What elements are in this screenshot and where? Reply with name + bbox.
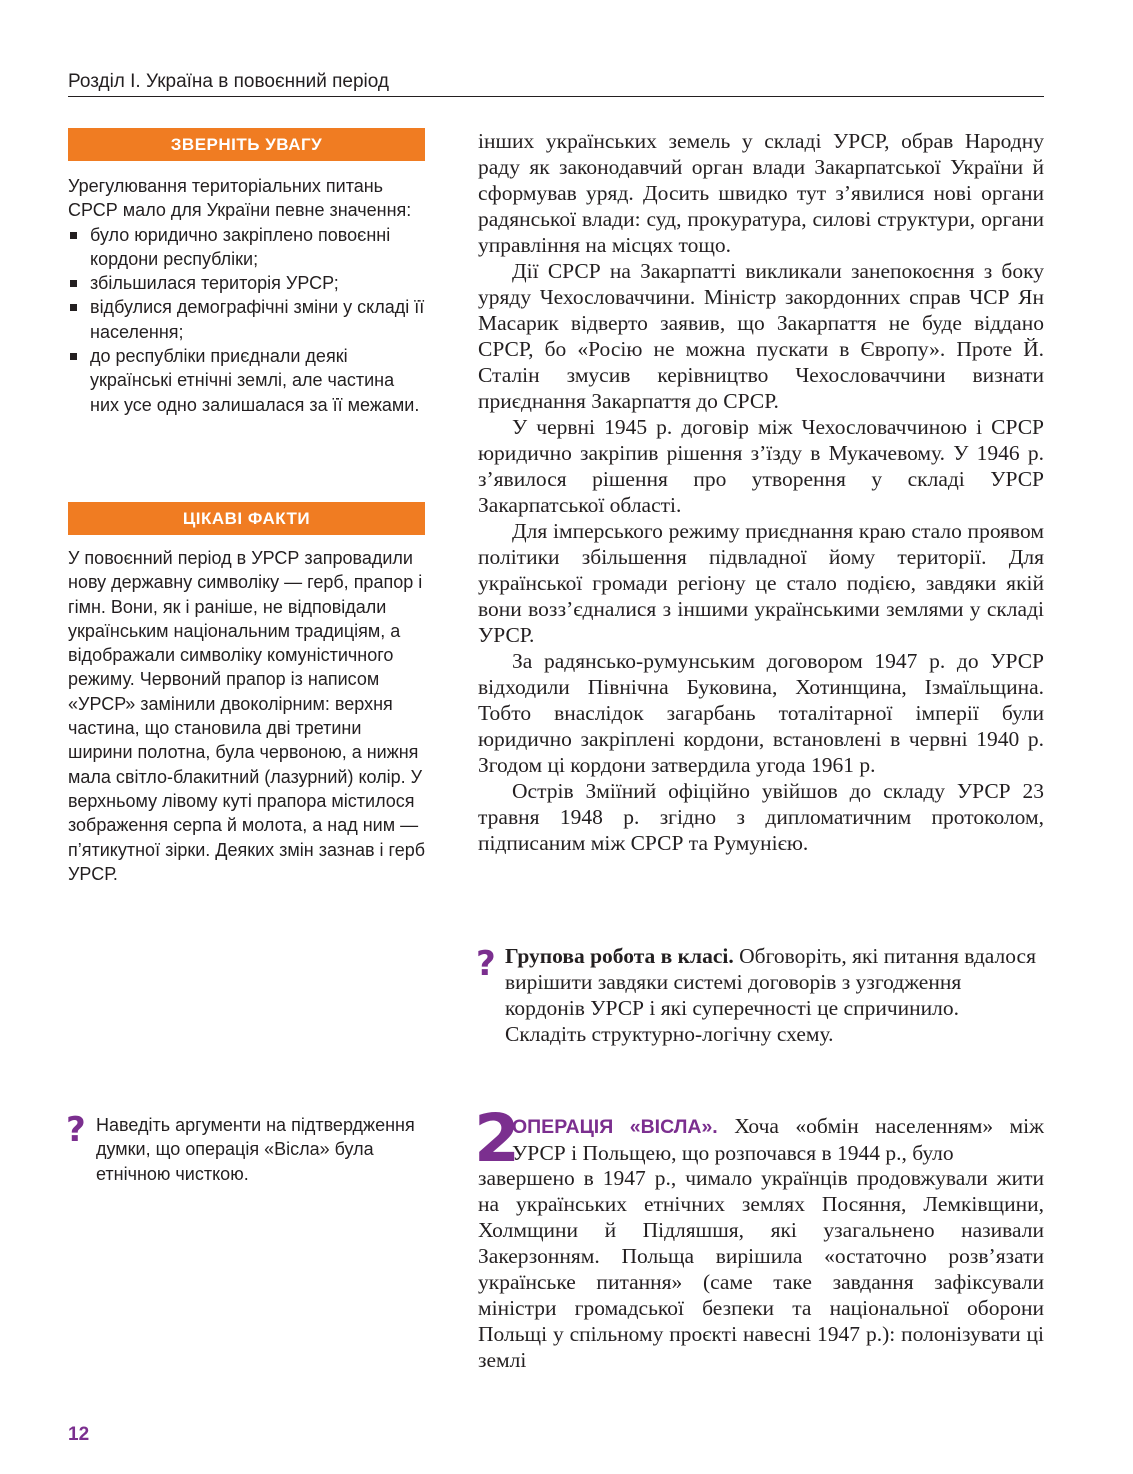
attention-box-body: [68, 174, 428, 417]
facts-box-title: ЦІКАВІ ФАКТИ: [68, 502, 425, 535]
list-item: збільшилася територія УРСР;: [68, 271, 428, 295]
running-title: Розділ І. Україна в повоєнний період: [68, 71, 390, 92]
group-task-lead: Групова робота в класі.: [505, 944, 734, 968]
section2-lead-text: Хоча «обмін населенням» між УРСР і Польщею, що розпочався в 1944 р., було: [512, 1114, 1044, 1165]
facts-box-body: У повоєнний період в УРСР запровадили нову державну символіку — герб, прапор і гімн. Вони, як і раніше, не відповідали українським національним традиціям, а відображали символіку комуністичного режиму. Червоний прапор із написом «УРСР» замінили двоколірним: верхня частина, що становила дві третини ширини полотна, була червоною, а нижня мала світло-блакитний (лазурний) колір. У верхньому лівому куті прапора містилося зображення серпа й молота, а над ним — п’ятикутної зірки. Деяких змін зазнав і герб УРСР.: [68, 548, 426, 884]
question-mark-icon: ?: [66, 1110, 86, 1150]
page-number: 12: [68, 1424, 90, 1445]
attention-box-title: ЗВЕРНІТЬ УВАГУ: [68, 128, 425, 161]
paragraph: Дії СРСР на Закарпатті викликали занепокоєння з боку уряду Чехословаччини. Міністр закордонних справ ЧСР Ян Масарик відверто заявив, що Закарпаття не буде віддано СРСР, бо «Росію не можна пускати в Європу». Проте Й. Сталін змусив керівництво Чехословаччини визнати приєднання Закарпаття до СРСР.: [478, 259, 1044, 413]
attention-intro: Урегулювання територіальних питань СРСР мало для України певне значення:: [68, 176, 412, 221]
group-task: [505, 943, 1045, 1047]
paragraph: У червні 1945 р. договір між Чехословаччиною і СРСР юридично закріпив рішення з’їзду в Мукачевому. У 1946 р. з’явилося рішення про утворення у складі УРСР Закарпатської області.: [478, 415, 1044, 517]
list-item: було юридично закріплено повоєнні кордони республіки;: [68, 223, 428, 272]
list-item: до республіки приєднали деякі українські етнічні землі, але частина них усе одно залишалася за її межами.: [68, 344, 428, 417]
section2-first-lines: [512, 1113, 1044, 1166]
paragraph: Для імперського режиму приєднання краю стало проявом політики збільшення підвладної йому території. Для української громади регіону це стало подією, завдяки якій вони возз’єдналися з іншими українськими землями у складі УРСР.: [478, 519, 1044, 647]
attention-list: [68, 223, 428, 417]
header-rule: [68, 96, 1044, 97]
question-mark-icon: ?: [476, 944, 496, 984]
paragraph: За радянсько-румунським договором 1947 р. до УРСР відходили Північна Буковина, Хотинщина, Ізмаїльщина. Тобто внаслідок загарбань тоталітарної імперії були юридично закріплені кордони, встановлені в червні 1940 р. Згодом ці кордони затвердила угода 1961 р.: [478, 649, 1044, 777]
paragraph: Острів Зміїний офіційно увійшов до складу УРСР 23 травня 1948 р. згідно з дипломатичним протоколом, підписаним між СРСР та Румунією.: [478, 779, 1044, 855]
list-item: відбулися демографічні зміни у складі її населення;: [68, 295, 428, 344]
group-task-text: Обговоріть, які питання вдалося вирішити завдяки системі договорів з узгодження кордонів УРСР і які суперечності це спричинило. Складіть структурно-логічну схему.: [505, 944, 1036, 1046]
section2-text: завершено в 1947 р., чимало українців продовжували жити на українських етнічних землях Посяння, Лемківщини, Холмщини й Підляшшя, які узагальнено називали Закерзонням. Польща вирішила «остаточно розв’язати українське питання» (саме таке завдання зафіксували міністри громадської безпеки та національної оборони Польщі у спільному проєкті навесні 1947 р.): полонізувати ці землі: [478, 1166, 1044, 1372]
section-number: 2: [474, 1100, 520, 1177]
sidebar-question: Наведіть аргументи на підтвердження думки, що операція «Вісла» була етнічною чисткою.: [96, 1115, 415, 1184]
section-title: ОПЕРАЦІЯ «ВІСЛА».: [512, 1116, 718, 1138]
paragraph: інших українських земель у складі УРСР, обрав Народну раду як законодавчий орган влади Закарпатської України й сформував уряд. Досить швидко тут з’явилися нові органи радянської влади: суд, прокуратура, силові структури, органи управління на місцях тощо.: [478, 129, 1044, 257]
main-text: [478, 128, 1044, 856]
